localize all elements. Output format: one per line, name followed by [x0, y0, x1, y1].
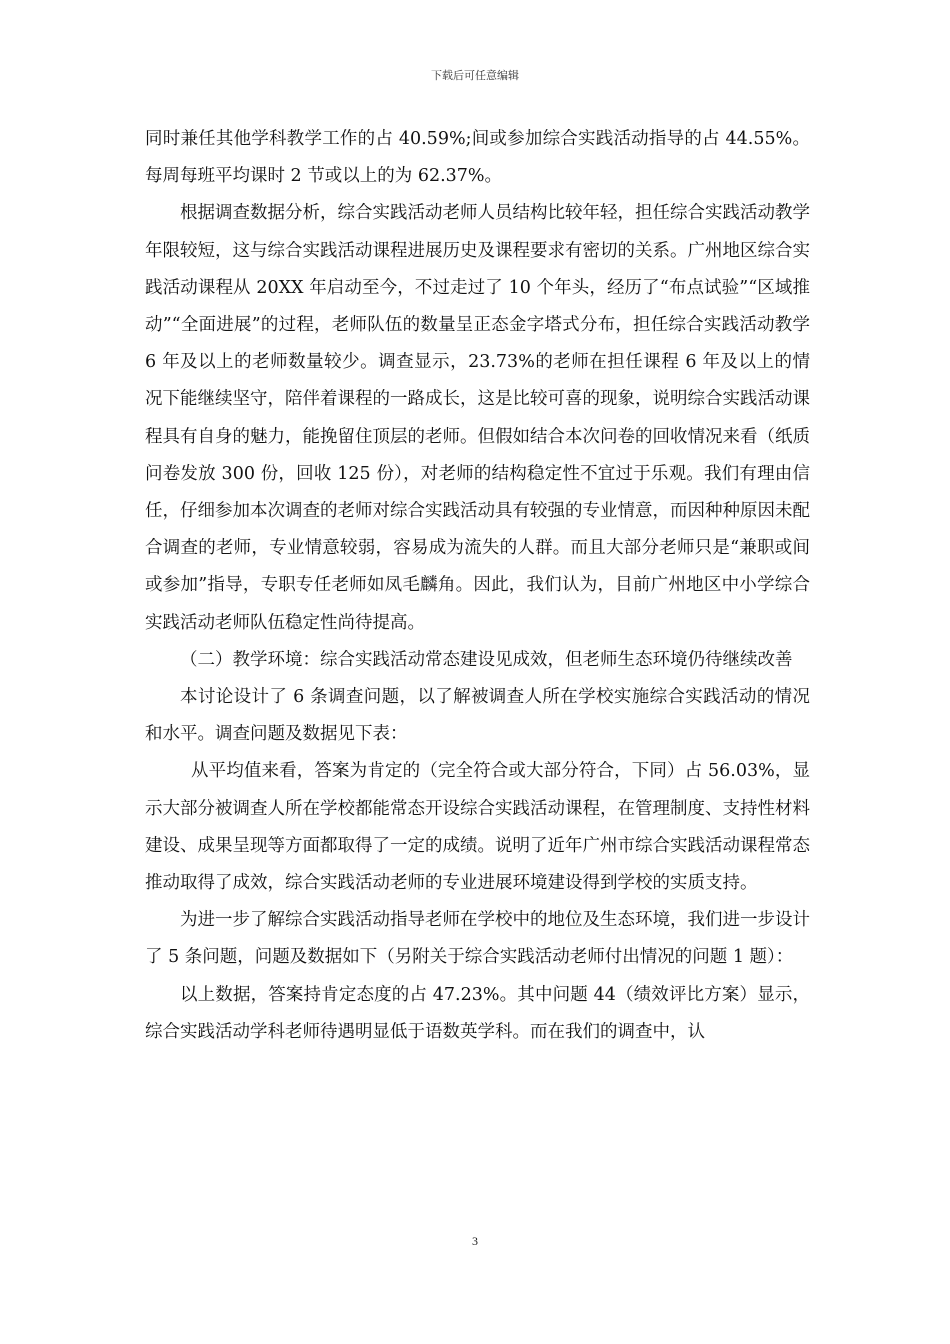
paragraph-survey-intro: 本讨论设计了 6 条调查问题，以了解被调查人所在学校实施综合实践活动的情况和水平。调查问题及数据见下表： [145, 687, 810, 745]
document-body [145, 121, 810, 1051]
paragraph-analysis: 根据调查数据分析，综合实践活动老师人员结构比较年轻，担任综合实践活动教学年限较短，这与综合实践活动课程进展历史及课程要求有密切的关系。广州地区综合实践活动课程从 20XX 年启动至今，不过走过了 10 个年头，经历了“布点试验”“区域推动”“全面进展”的过程，老师队伍的数量呈正态金字塔式分布，担任综合实践活动教学 6 年及以上的老师数量较少。调查显示，23.73%的老师在担任课程 6 年及以上的情况下能继续坚守，陪伴着课程的一路成长，这是比较可喜的现象，说明综合实践活动课程具有自身的魅力，能挽留住顶层的老师。但假如结合本次问卷的回收情况来看（纸质问卷发放 300 份，回收 125 份），对老师的结构稳定性不宜过于乐观。我们有理由信任，仔细参加本次调查的老师对综合实践活动具有较强的专业情意，而因种种原因未配合调查的老师，专业情意较弱，容易成为流失的人群。而且大部分老师只是“兼职或间或参加”指导，专职专任老师如凤毛麟角。因此，我们认为，目前广州地区中小学综合实践活动老师队伍稳定性尚待提高。 [145, 203, 810, 633]
paragraph-further: 为进一步了解综合实践活动指导老师在学校中的地位及生态环境，我们进一步设计了 5 条问题，问题及数据如下（另附关于综合实践活动老师付出情况的问题 1 题）： [145, 910, 810, 968]
paragraph-average: 从平均值来看，答案为肯定的（完全符合或大部分符合，下同）占 56.03%，显示大部分被调查人所在学校都能常态开设综合实践活动课程，在管理制度、支持性材料建设、成果呈现等方面都取得了一定的成绩。说明了近年广州市综合实践活动课程常态推动取得了成效，综合实践活动老师的专业进展环境建设得到学校的实质支持。 [145, 761, 810, 894]
page-number: 3 [472, 1234, 478, 1248]
paragraph-conclusion: 以上数据，答案持肯定态度的占 47.23%。其中问题 44（绩效评比方案）显示，综合实践活动学科老师待遇明显低于语数英学科。而在我们的调查中，认 [145, 984, 810, 1042]
page-header: 下载后可任意编辑 [431, 69, 519, 82]
section-heading: （二）教学环境：综合实践活动常态建设见成效，但老师生态环境仍待继续改善 [180, 649, 793, 670]
paragraph-continuation: 同时兼任其他学科教学工作的占 40.59%;间或参加综合实践活动指导的占 44.55%。每周每班平均课时 2 节或以上的为 62.37%。 [145, 129, 810, 187]
